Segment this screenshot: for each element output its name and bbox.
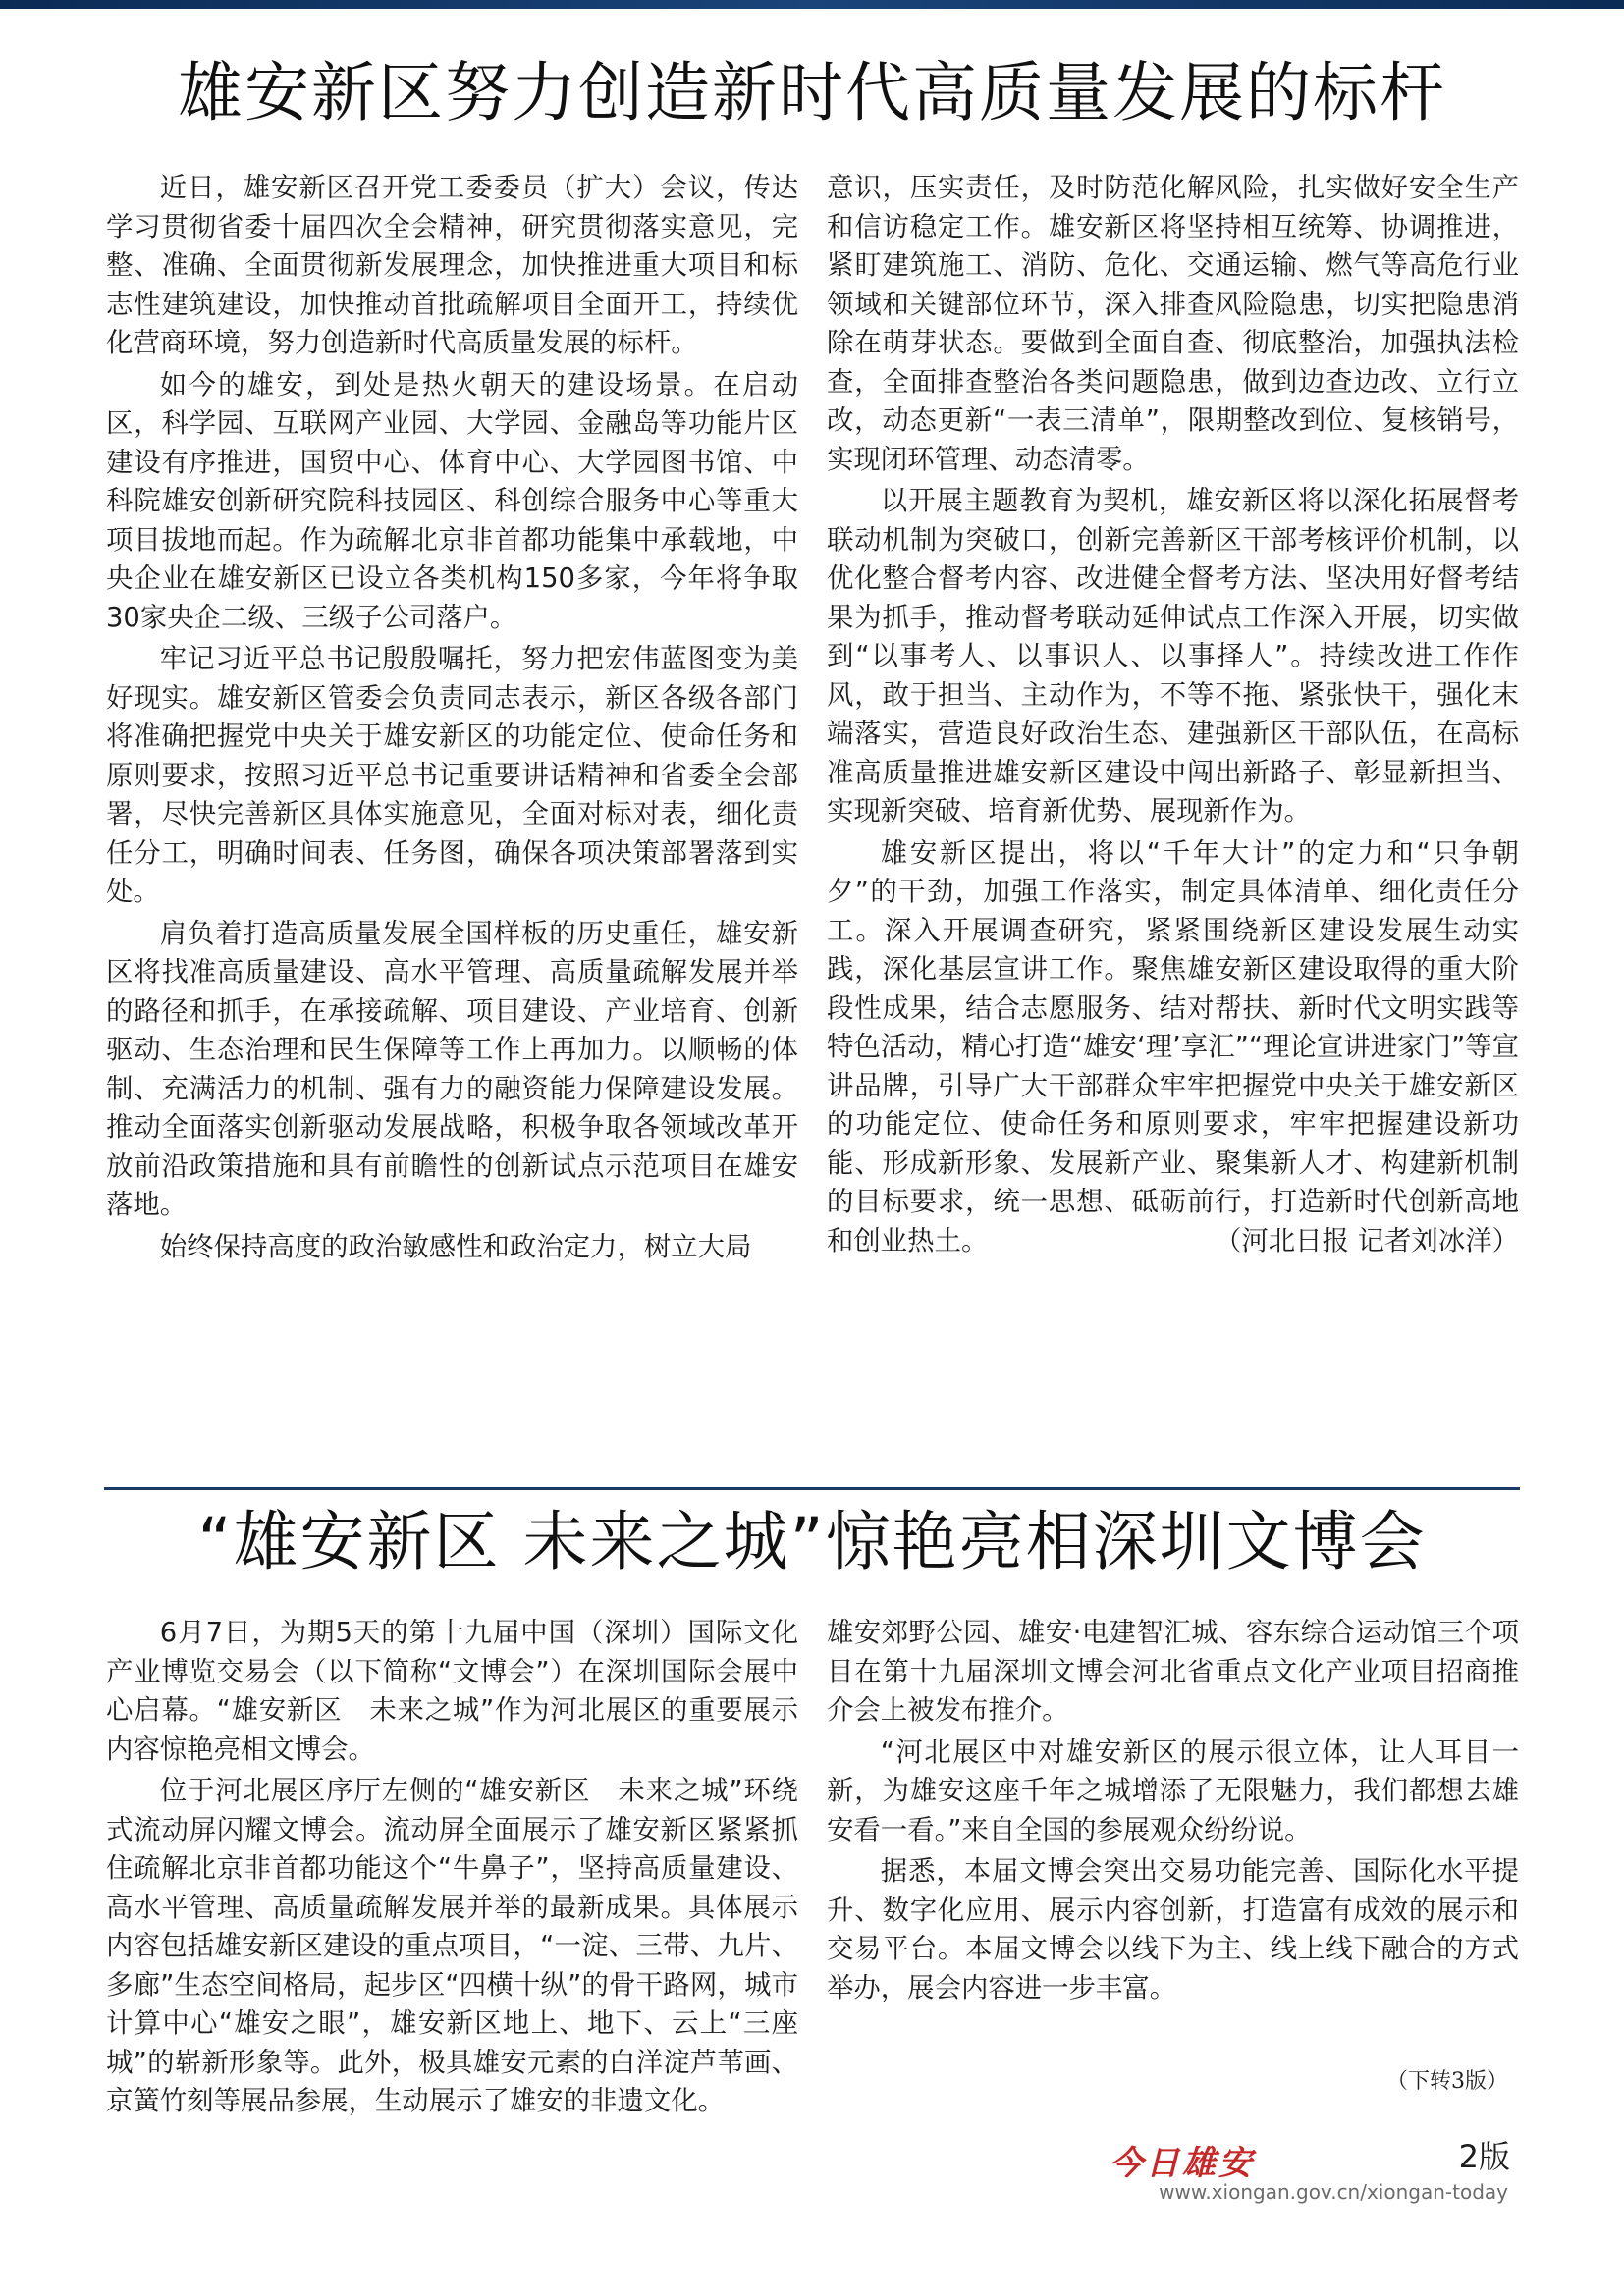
article-1-paragraph: 如今的雄安，到处是热火朝天的建设场景。在启动区，科学园、互联网产业园、大学园、金融岛等功能片区建设有序推进，国贸中心、体育中心、大学园图书馆、中科院雄安创新研究院科技园区、科创综合服务中心等重大项目拔地而起。作为疏解北京非首都功能集中承载地，中央企业在雄安新区已设立各类机构150多家，今年将争取30家央企二级、三级子公司落户。	[106, 369, 798, 633]
article-2-paragraph: “河北展区中对雄安新区的展示很立体，让人耳目一新，为雄安这座千年之城增添了无限魅力，我们都想去雄安看一看。”来自全国的参展观众纷纷说。	[827, 1736, 1519, 1845]
continued-on-page-note: （下转3版）	[1386, 2069, 1508, 2094]
article-2-column-left	[106, 1614, 798, 2124]
newspaper-logo: 今日雄安	[1110, 2144, 1255, 2183]
article-2-headline: “雄安新区 未来之城”惊艳亮相深圳文博会	[197, 1504, 1427, 1579]
section-divider	[104, 1487, 1520, 1490]
article-1-paragraph	[827, 834, 1519, 1261]
article-2-paragraph: 6月7日，为期5天的第十九届中国（深圳）国际文化产业博览交易会（以下简称“文博会”）在深圳国际会展中心启幕。“雄安新区 未来之城”作为河北展区的重要展示内容惊艳亮相文博会。	[106, 1618, 798, 1765]
article-2-column-right	[827, 1614, 1519, 2010]
website-url[interactable]: www.xiongan.gov.cn/xiongan-today	[1159, 2180, 1508, 2204]
article-1-source-credit: （河北日报 记者刘冰洋）	[1214, 1225, 1519, 1256]
article-1-paragraph-continued: 意识，压实责任，及时防范化解风险，扎实做好安全生产和信访稳定工作。雄安新区将坚持相互统筹、协调推进，紧盯建筑施工、消防、危化、交通运输、燃气等高危行业领域和关键部位环节，深入排查风险隐患，切实把隐患消除在萌芽状态。要做到全面自查、彻底整治，加强执法检查，全面排查整治各类问题隐患，做到边查边改、立行立改，动态更新“一表三清单”，限期整改到位、复核销号，实现闭环管理、动态清零。	[827, 173, 1519, 475]
top-accent-bar	[0, 0, 1624, 9]
article-1-paragraph: 近日，雄安新区召开党工委委员（扩大）会议，传达学习贯彻省委十届四次全会精神，研究贯彻落实意见，完整、准确、全面贯彻新发展理念，加快推进重大项目和标志性建筑建设，加快推动首批疏解项目全面开工，持续优化营商环境，努力创造新时代高质量发展的标杆。	[106, 173, 798, 358]
article-1-paragraph: 肩负着打造高质量发展全国样板的历史重任，雄安新区将找准高质量建设、高水平管理、高质量疏解发展并举的路径和抓手，在承接疏解、项目建设、产业培育、创新驱动、生态治理和民生保障等工作上再加力。以顺畅的体制、充满活力的机制、强有力的融资能力保障建设发展。推动全面落实创新驱动发展战略，积极争取各领域改革开放前沿政策措施和具有前瞻性的创新试点示范项目在雄安落地。	[106, 918, 798, 1220]
article-1-paragraph: 以开展主题教育为契机，雄安新区将以深化拓展督考联动机制为突破口，创新完善新区干部考核评价机制，以优化整合督考内容、改进健全督考方法、坚决用好督考结果为抓手，推动督考联动延伸试点工作深入开展，切实做到“以事考人、以事识人、以事择人”。持续改进工作作风，敢于担当、主动作为，不等不拖、紧张快干，强化末端落实，营造良好政治生态、建强新区干部队伍，在高标准高质量推进雄安新区建设中闯出新路子、彰显新担当、实现新突破、培育新优势、展现新作为。	[827, 486, 1519, 827]
article-1-paragraph: 牢记习近平总书记殷殷嘱托，努力把宏伟蓝图变为美好现实。雄安新区管委会负责同志表示，新区各级各部门将准确把握党中央关于雄安新区的功能定位、使命任务和原则要求，按照习近平总书记重要讲话精神和省委全会部署，尽快完善新区具体实施意见，全面对标对表，细化责任分工，明确时间表、任务图，确保各项决策部署落到实处。	[106, 644, 798, 907]
article-2-paragraph: 据悉，本届文博会突出交易功能完善、国际化水平提升、数字化应用、展示内容创新，打造富有成效的展示和交易平台。本届文博会以线下为主、线上线下融合的方式举办，展会内容进一步丰富。	[827, 1856, 1519, 2003]
page-number: 2版	[1458, 2138, 1510, 2175]
article-1-paragraph: 始终保持高度的政治敏感性和政治定力，树立大局	[159, 1231, 752, 1262]
article-1-column-left	[106, 169, 798, 1269]
article-1-paragraph-text: 雄安新区提出，将以“千年大计”的定力和“只争朝夕”的干劲，加强工作落实，制定具体清单、细化责任分工。深入开展调查研究，紧紧围绕新区建设发展生动实践，深化基层宣讲工作。聚焦雄安新区建设取得的重大阶段性成果，结合志愿服务、结对帮扶、新时代文明实践等特色活动，精心打造“雄安‘理’享汇”“理论宣讲进家门”等宣讲品牌，引导广大干部群众牢牢把握党中央关于雄安新区的功能定位、使命任务和原则要求，牢牢把握建设新功能、形成新形象、发展新产业、聚集新人才、构建新机制的目标要求，统一思想、砥砺前行，打造新时代创新高地和创业热土。	[827, 837, 1519, 1256]
article-1-column-right	[827, 169, 1519, 1263]
article-2-paragraph: 位于河北展区序厅左侧的“雄安新区 未来之城”环绕式流动屏闪耀文博会。流动屏全面展示了雄安新区紧紧抓住疏解北京非首都功能这个“牛鼻子”，坚持高质量建设、高水平管理、高质量疏解发展并举的最新成果。具体展示内容包括雄安新区建设的重点项目，“一淀、三带、九片、多廊”生态空间格局，起步区“四横十纵”的骨干路网，城市计算中心“雄安之眼”，雄安新区地上、地下、云上“三座城”的崭新形象等。此外，极具雄安元素的白洋淀芦苇画、京簧竹刻等展品参展，生动展示了雄安的非遗文化。	[106, 1776, 798, 2116]
article-1-headline: 雄安新区努力创造新时代高质量发展的标杆	[178, 55, 1446, 131]
article-2-paragraph-continued: 雄安郊野公园、雄安·电建智汇城、容东综合运动馆三个项目在第十九届深圳文博会河北省重点文化产业项目招商推介会上被发布推介。	[827, 1618, 1519, 1726]
